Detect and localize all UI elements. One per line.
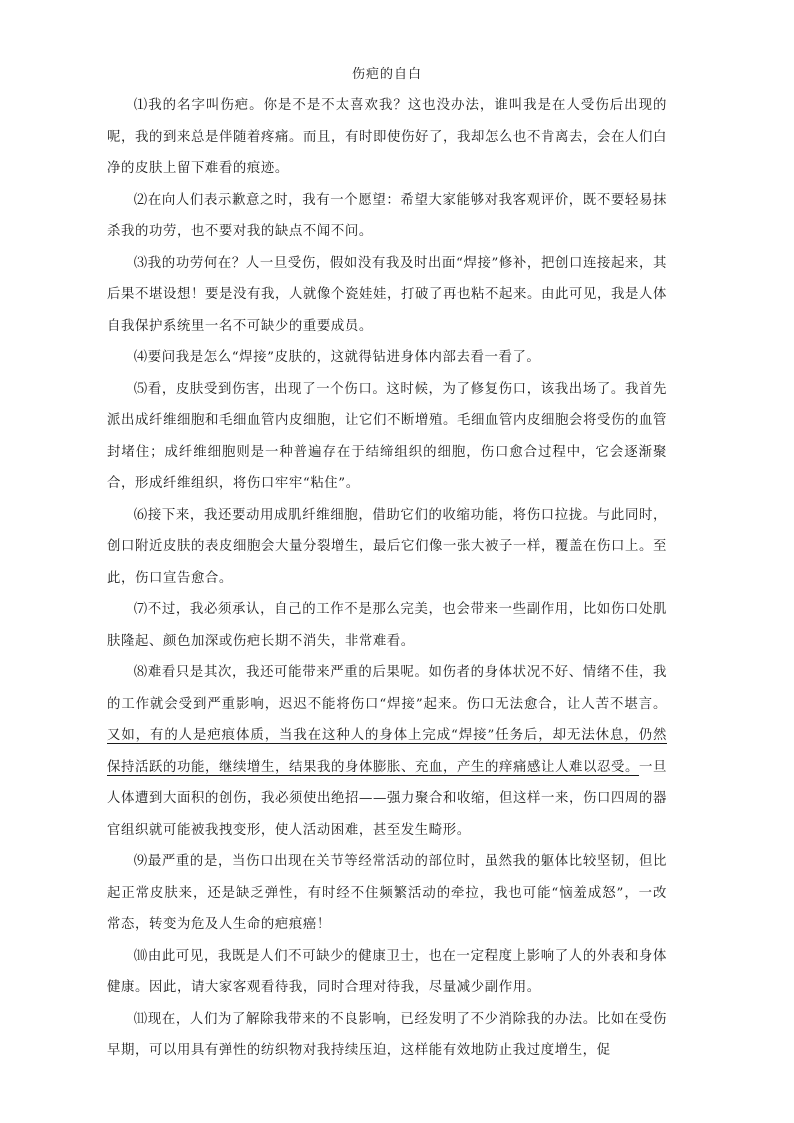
paragraph-2: ⑵在向人们表示歉意之时，我有一个愿望：希望大家能够对我客观评价，既不要轻易抹杀我的功劳，也不要对我的缺点不闻不问。 [107,192,667,239]
document-body [107,62,667,1067]
paragraph-8-text-before: ⑻难看只是其次，我还可能带来严重的后果呢。如伤者的身体状况不好、情绪不佳，我的工作就会受到严重影响，迟迟不能将伤口“焊接”起来。伤口无法愈合，让人苦不堪言。 [107,665,667,712]
paragraph-7: ⑺不过，我必须承认，自己的工作不是那么完美，也会带来一些副作用，比如伤口处肌肤隆起、颜色加深或伤疤长期不消失，非常难看。 [107,602,667,649]
paragraph-8-underlined-sentence: 又如，有的人是疤痕体质，当我在这种人的身体上完成“焊接”任务后，却无法休息，仍然保持活跃的功能，继续增生，结果我的身体膨胀、充血，产生的痒痛感让人难以忍受。 [107,728,667,775]
paragraph-6: ⑹接下来，我还要动用成肌纤维细胞，借助它们的收缩功能，将伤口拉拢。与此同时，创口附近皮肤的表皮细胞会大量分裂增生，最后它们像一张大被子一样，覆盖在伤口上。至此，伤口宣告愈合。 [107,507,667,586]
paragraph-5: ⑸看，皮肤受到伤害，出现了一个伤口。这时候，为了修复伤口，该我出场了。我首先派出成纤维细胞和毛细血管内皮细胞，让它们不断增殖。毛细血管内皮细胞会将受伤的血管封堵住；成纤维细胞则是一种普遍存在于结缔组织的细胞，伤口愈合过程中，它会逐渐聚合，形成纤维组织，将伤口牢牢“粘住”。 [107,381,667,491]
paragraph-8 [107,657,667,846]
paragraph-8-text-after: 一旦人体遭到大面积的创伤，我必须使出绝招——强力聚合和收缩，但这样一来，伤口四周的器官组织就可能被我拽变形，使人活动困难，甚至发生畸形。 [107,759,668,838]
paragraph-10: ⑽由此可见，我既是人们不可缺少的健康卫士，也在一定程度上影响了人的外表和身体健康。因此，请大家客观看待我，同时合理对待我，尽量减少副作用。 [107,948,667,995]
paragraph-11: ⑾现在，人们为了解除我带来的不良影响，已经发明了不少消除我的办法。比如在受伤早期，可以用具有弹性的纺织物对我持续压迫，这样能有效地防止我过度增生，促 [107,1011,667,1058]
paragraph-3: ⑶我的功劳何在？人一旦受伤，假如没有我及时出面“焊接”修补，把创口连接起来，其后果不堪设想！要是没有我，人就像个瓷娃娃，打破了再也粘不起来。由此可见，我是人体自我保护系统里一名不可缺少的重要成员。 [107,255,667,334]
paragraph-9: ⑼最严重的是，当伤口出现在关节等经常活动的部位时，虽然我的躯体比较坚韧，但比起正常皮肤来，还是缺乏弹性，有时经不住频繁活动的牵拉，我也可能“恼羞成怒”，一改常态，转变为危及人生命的疤痕癌！ [107,854,667,932]
paragraph-4: ⑷要问我是怎么“焊接”皮肤的，这就得钻进身体内部去看一看了。 [133,350,541,365]
document-title: 伤疤的自白 [351,67,422,82]
paragraph-1: ⑴我的名字叫伤疤。你是不是不太喜欢我？这也没办法，谁叫我是在人受伤后出现的呢，我的到来总是伴随着疼痛。而且，有时即使伤好了，我却怎么也不肯离去，会在人们白净的皮肤上留下难看的痕迹。 [107,98,667,176]
